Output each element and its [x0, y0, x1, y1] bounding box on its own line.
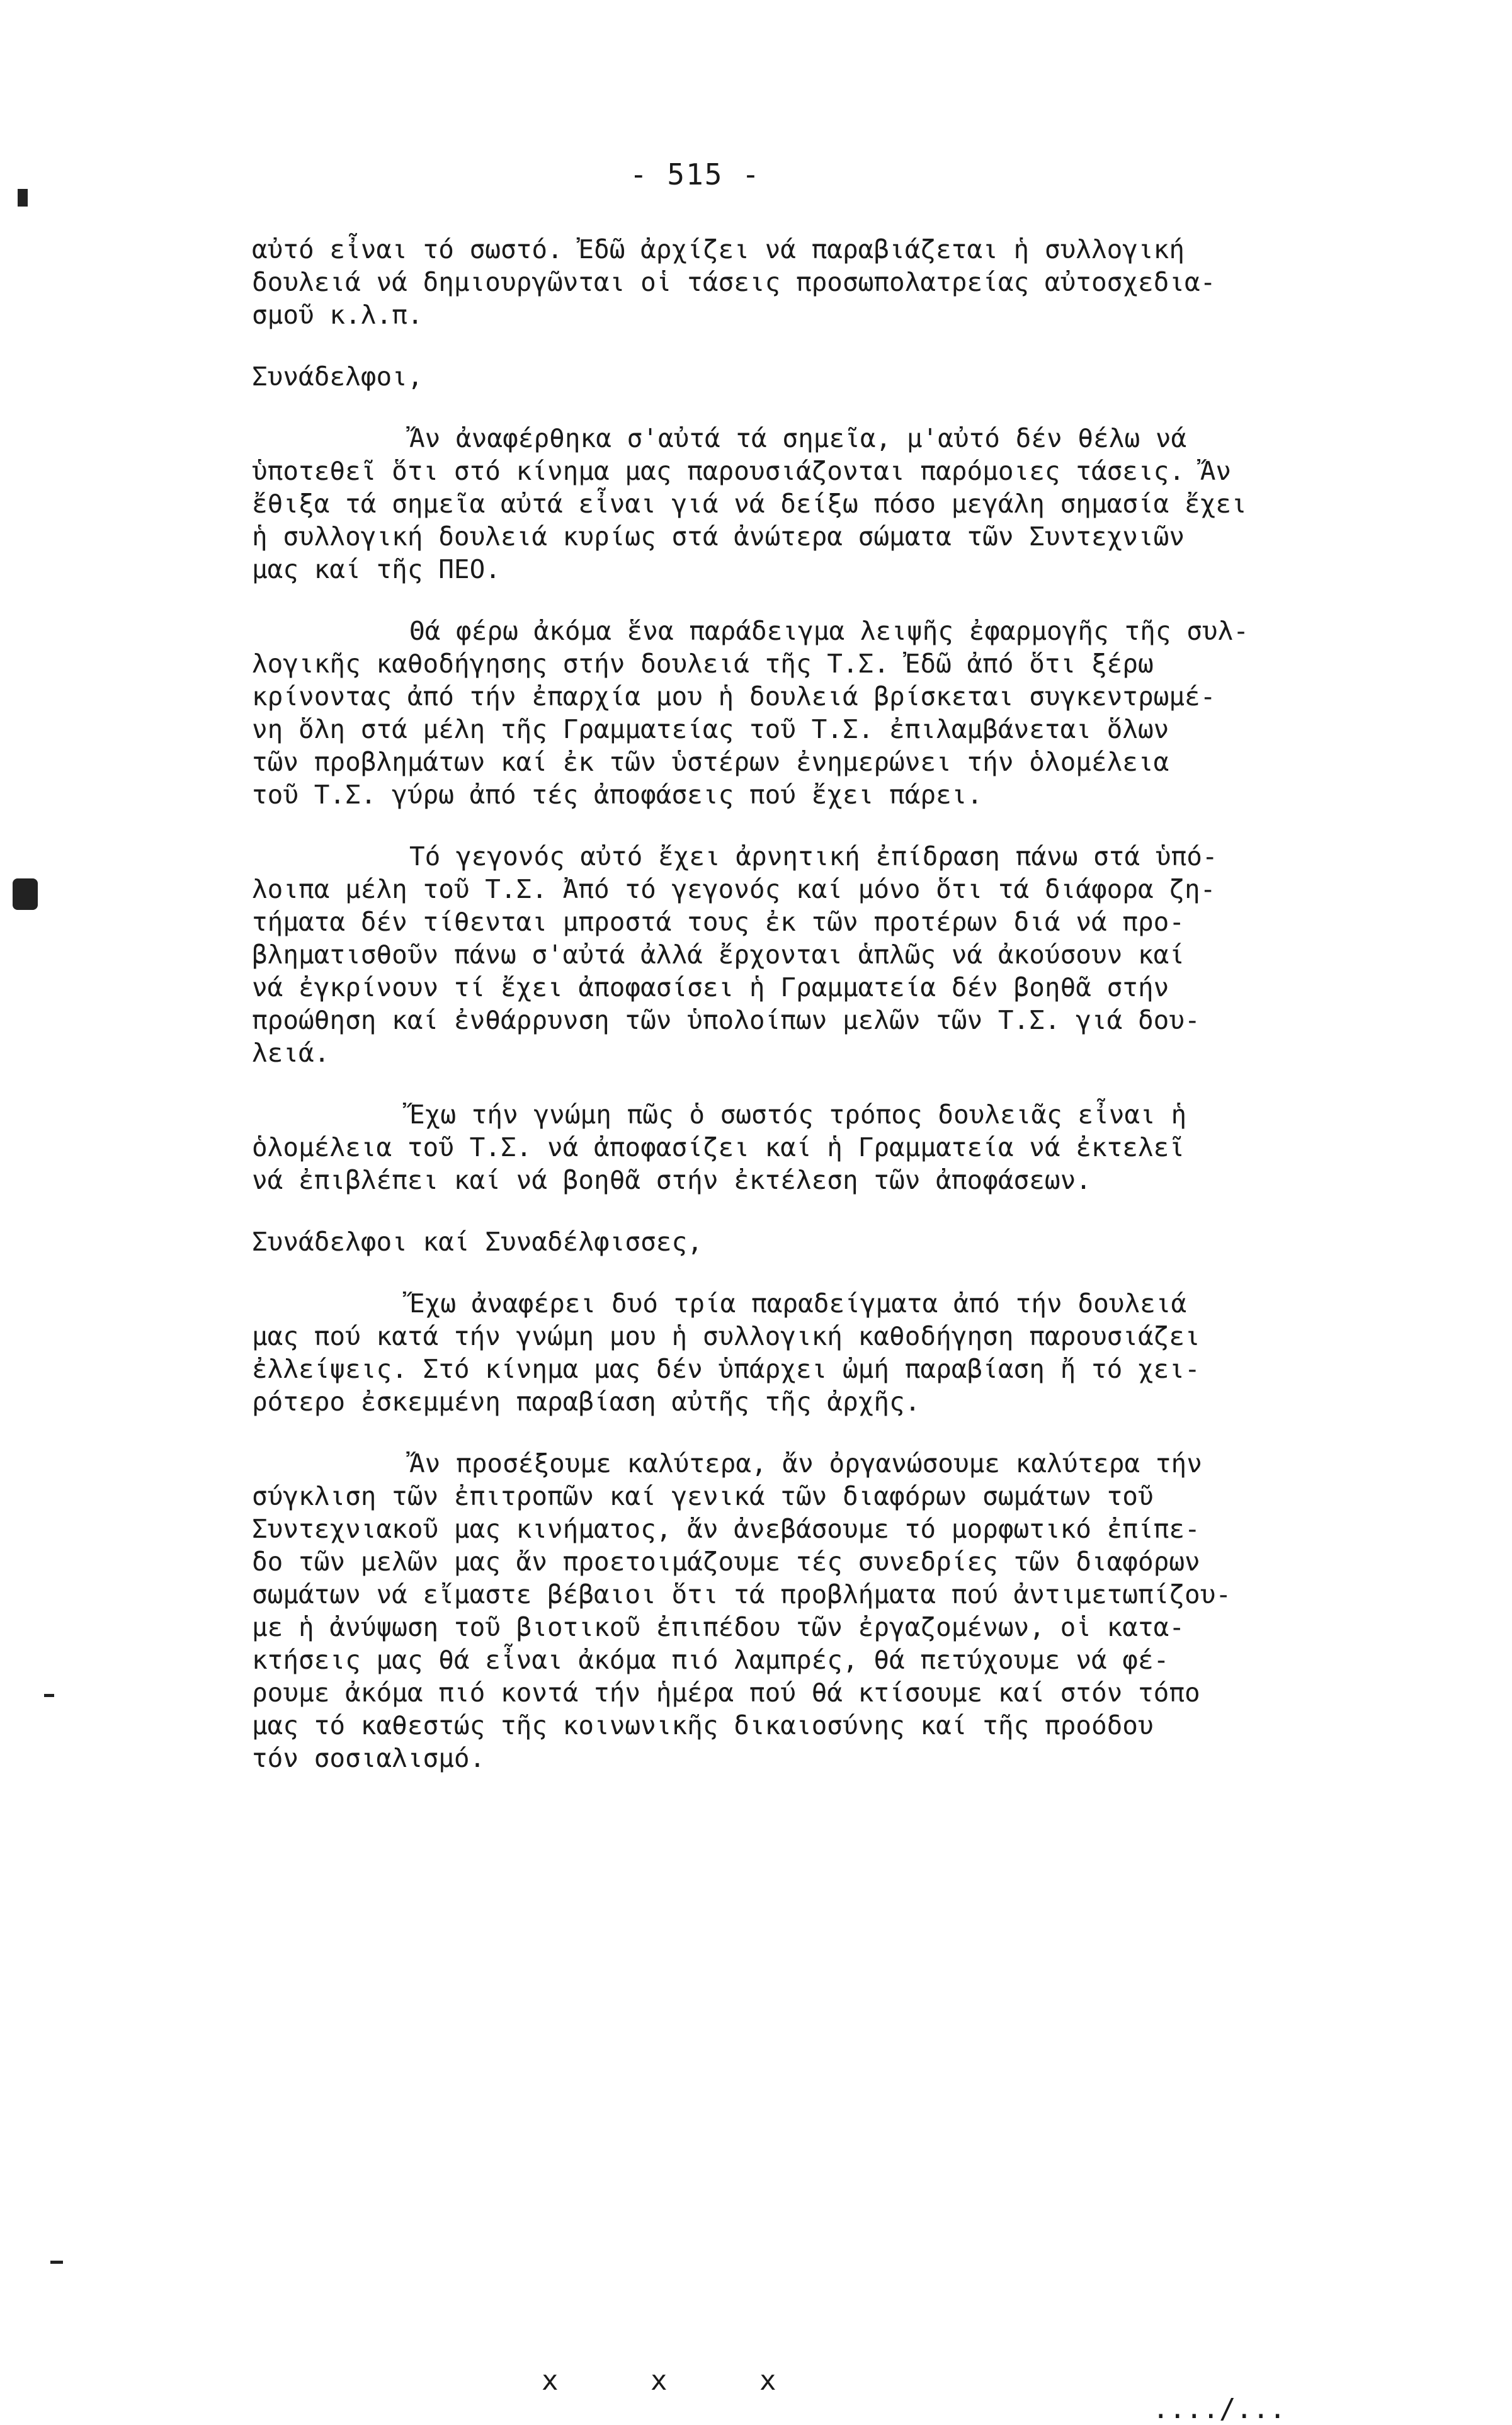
text-line: ἡ συλλογική δουλειά κυρίως στά ἀνώτερα σώματα τῶν Συντεχνιῶν: [252, 521, 1185, 552]
scan-mark: [44, 1694, 54, 1697]
text-line: ρουμε ἀκόμα πιό κοντά τήν ἡμέρα πού θά κτίσουμε καί στόν τόπο: [252, 1678, 1200, 1708]
text-line: σύγκλιση τῶν ἐπιτροπῶν καί γενικά τῶν διαφόρων σωμάτων τοῦ: [252, 1481, 1154, 1511]
paragraph-gap: [252, 1418, 1398, 1447]
text-line: Συντεχνιακοῦ μας κινήματος, ἄν ἀνεβάσουμε τό μορφωτικό ἐπίπε-: [252, 1514, 1200, 1544]
text-line: Ἄν ἀναφέρθηκα σ'αὐτά τά σημεῖα, μ'αὐτό δέν θέλω νά: [409, 423, 1187, 453]
paragraph-gap: [252, 1069, 1398, 1098]
paragraph-gap: [252, 1258, 1398, 1287]
text-line: Συνάδελφοι,: [252, 361, 423, 392]
text-line: Συνάδελφοι καί Συναδέλφισσες,: [252, 1227, 703, 1257]
paragraph-gap: [252, 331, 1398, 360]
text-line: λειά.: [252, 1038, 330, 1068]
text-line: τόν σοσιαλισμό.: [252, 1743, 486, 1773]
paragraph-gap: [252, 811, 1398, 840]
text-line: ὁλομέλεια τοῦ Τ.Σ. νά ἀποφασίζει καί ἡ Γραμματεία νά ἐκτελεῖ: [252, 1132, 1185, 1162]
paragraph-gap: [252, 586, 1398, 615]
text-line: ὑποτεθεῖ ὅτι στό κίνημα μας παρουσιάζονται παρόμοιες τάσεις. Ἄν: [252, 456, 1232, 486]
paragraph: [252, 1287, 1398, 1418]
text-line: μας πού κατά τήν γνώμη μου ἡ συλλογική καθοδήγηση παρουσιάζει: [252, 1321, 1200, 1351]
text-line: ρότερο ἐσκεμμένη παραβίαση αὐτῆς τῆς ἀρχῆς.: [252, 1387, 921, 1417]
scan-mark: [13, 878, 38, 910]
continuation-marker: ..../...: [1152, 2393, 1286, 2425]
text-line: αὐτό εἶναι τό σωστό. Ἐδῶ ἀρχίζει νά παραβιάζεται ἡ συλλογική: [252, 234, 1185, 264]
text-line: μας τό καθεστώς τῆς κοινωνικῆς δικαιοσύνης καί τῆς προόδου: [252, 1710, 1154, 1741]
paragraph: [252, 422, 1398, 586]
text-line: Ἔχω ἀναφέρει δυό τρία παραδείγματα ἀπό τήν δουλειά: [409, 1288, 1187, 1319]
paragraph: [252, 1098, 1398, 1196]
paragraph-gap: [252, 1196, 1398, 1225]
text-line: Τό γεγονός αὐτό ἔχει ἀρνητική ἐπίδραση πάνω στά ὑπό-: [409, 841, 1218, 872]
text-line: δουλειά νά δημιουργῶνται οἱ τάσεις προσωπολατρείας αὐτοσχεδια-: [252, 267, 1216, 297]
text-line: ἔθιξα τά σημεῖα αὐτά εἶναι γιά νά δείξω πόσο μεγάλη σημασία ἔχει: [252, 489, 1247, 519]
text-line: Θά φέρω ἀκόμα ἕνα παράδειγμα λειψῆς ἐφαρμογῆς τῆς συλ-: [409, 616, 1249, 646]
text-line: με ἡ ἀνύψωση τοῦ βιοτικοῦ ἐπιπέδου τῶν ἐργαζομένων, οἱ κατα-: [252, 1612, 1185, 1642]
text-line: λογικῆς καθοδήγησης στήν δουλειά τῆς Τ.Σ. Ἐδῶ ἀπό ὅτι ξέρω: [252, 649, 1154, 679]
page-number: - 515 -: [630, 157, 761, 191]
paragraph: [252, 360, 1398, 393]
text-line: τῶν προβλημάτων καί ἐκ τῶν ὑστέρων ἐνημερώνει τήν ὁλομέλεια: [252, 747, 1169, 777]
text-line: δο τῶν μελῶν μας ἄν προετοιμάζουμε τές συνεδρίες τῶν διαφόρων: [252, 1547, 1200, 1577]
document-body: [252, 233, 1398, 1775]
scan-mark: [18, 189, 28, 207]
text-line: κρίνοντας ἀπό τήν ἐπαρχία μου ἡ δουλειά βρίσκεται συγκεντρωμέ-: [252, 681, 1216, 712]
paragraph: [252, 233, 1398, 331]
text-line: τήματα δέν τίθενται μπροστά τους ἐκ τῶν προτέρων διά νά προ-: [252, 907, 1185, 937]
paragraph: [252, 615, 1398, 811]
paragraph: [252, 1447, 1398, 1775]
text-line: προώθηση καί ἐνθάρρυνση τῶν ὑπολοίπων μελῶν τῶν Τ.Σ. γιά δου-: [252, 1005, 1200, 1035]
section-separator: x x x: [542, 2365, 776, 2397]
text-line: λοιπα μέλη τοῦ Τ.Σ. Ἀπό τό γεγονός καί μόνο ὅτι τά διάφορα ζη-: [252, 874, 1216, 904]
paragraph: [252, 1225, 1398, 1258]
paragraph: [252, 840, 1398, 1069]
scan-mark: [50, 2261, 63, 2264]
paragraph-gap: [252, 393, 1398, 422]
text-line: βληματισθοῦν πάνω σ'αὐτά ἀλλά ἔρχονται ἁπλῶς νά ἀκούσουν καί: [252, 940, 1185, 970]
text-line: σμοῦ κ.λ.π.: [252, 300, 423, 330]
text-line: ἐλλείψεις. Στό κίνημα μας δέν ὑπάρχει ὠμή παραβίαση ἤ τό χει-: [252, 1354, 1200, 1384]
text-line: νά ἐγκρίνουν τί ἔχει ἀποφασίσει ἡ Γραμματεία δέν βοηθᾶ στήν: [252, 972, 1169, 1002]
text-line: Ἔχω τήν γνώμη πῶς ὁ σωστός τρόπος δουλειᾶς εἶναι ἡ: [409, 1099, 1187, 1130]
text-line: τοῦ Τ.Σ. γύρω ἀπό τές ἀποφάσεις πού ἔχει πάρει.: [252, 780, 983, 810]
text-line: κτήσεις μας θά εἶναι ἀκόμα πιό λαμπρές, θά πετύχουμε νά φέ-: [252, 1645, 1169, 1675]
text-line: νη ὅλη στά μέλη τῆς Γραμματείας τοῦ Τ.Σ. ἐπιλαμβάνεται ὅλων: [252, 714, 1169, 744]
text-line: Ἄν προσέξουμε καλύτερα, ἄν ὀργανώσουμε καλύτερα τήν: [409, 1448, 1202, 1479]
text-line: νά ἐπιβλέπει καί νά βοηθᾶ στήν ἐκτέλεση τῶν ἀποφάσεων.: [252, 1165, 1091, 1195]
text-line: μας καί τῆς ΠΕΟ.: [252, 554, 501, 584]
text-line: σωμάτων νά εἴμαστε βέβαιοι ὅτι τά προβλήματα πού ἀντιμετωπίζου-: [252, 1579, 1232, 1610]
